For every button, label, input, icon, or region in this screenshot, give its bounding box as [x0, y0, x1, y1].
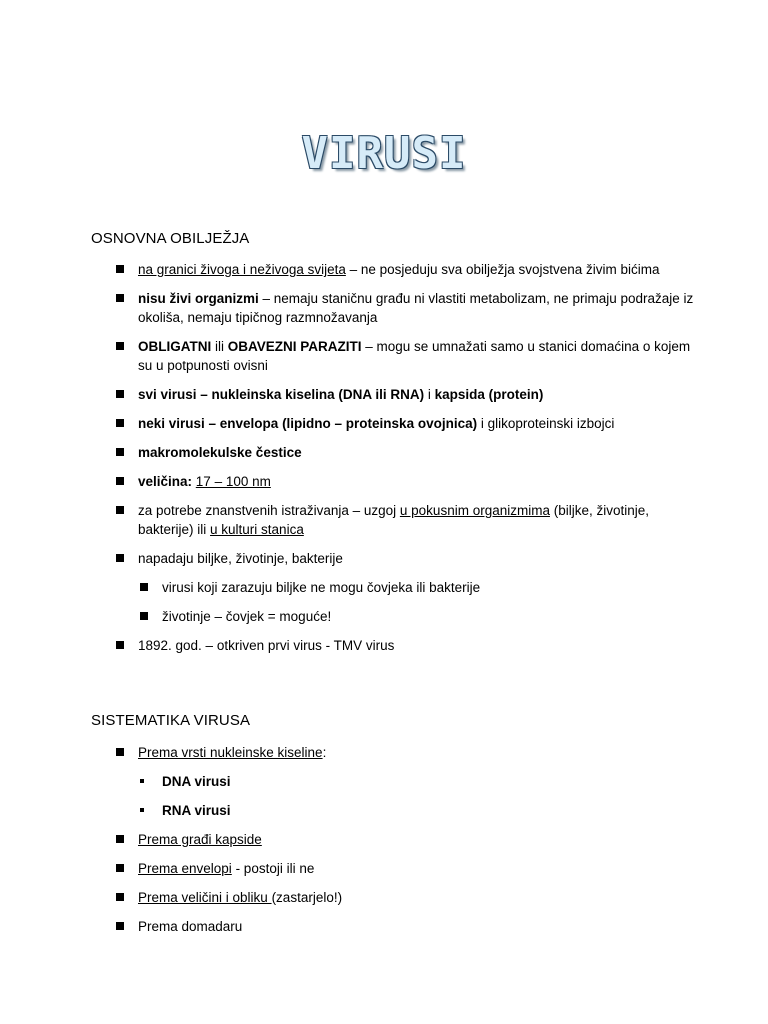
- square-bullet-icon: [140, 612, 148, 620]
- list-item: neki virusi – envelopa (lipidno – proteinska ovojnica) i glikoproteinski izbojci: [114, 414, 694, 433]
- square-bullet-icon: [116, 448, 124, 456]
- square-bullet-icon: [116, 419, 124, 427]
- square-bullet-icon: [116, 748, 124, 756]
- small-square-bullet-icon: [140, 779, 144, 783]
- list-item: Prema domadaru: [114, 917, 694, 936]
- list-item: Prema vrsti nukleinske kiseline: DNA virusi RNA virusi: [114, 743, 694, 820]
- square-bullet-icon: [116, 864, 124, 872]
- list-item: napadaju biljke, životinje, bakterije virusi koji zarazuju biljke ne mogu čovjeka ili bakterije životinje – čovjek = moguće!: [114, 549, 694, 626]
- list-item: 1892. god. – otkriven prvi virus - TMV virus: [114, 636, 694, 655]
- square-bullet-icon: [116, 922, 124, 930]
- list-item: na granici živoga i neživoga svijeta – ne posjeduju sva obilježja svojstvena živim bićima: [114, 260, 694, 279]
- sub-list: [138, 578, 694, 626]
- sistematika-virusa-list: [114, 743, 694, 936]
- square-bullet-icon: [140, 583, 148, 591]
- square-bullet-icon: [116, 477, 124, 485]
- square-bullet-icon: [116, 506, 124, 514]
- square-bullet-icon: [116, 641, 124, 649]
- list-item: veličina: 17 – 100 nm: [114, 472, 694, 491]
- square-bullet-icon: [116, 893, 124, 901]
- list-item: nisu živi organizmi – nemaju staničnu građu ni vlastiti metabolizam, ne primaju podražaje iz okoliša, nemaju tipičnog razmnožavanja: [114, 289, 694, 327]
- list-item: makromolekulske čestice: [114, 443, 694, 462]
- square-bullet-icon: [116, 554, 124, 562]
- sub-list-item: DNA virusi: [138, 772, 694, 791]
- sub-list-item: virusi koji zarazuju biljke ne mogu čovjeka ili bakterije: [138, 578, 694, 597]
- small-square-bullet-icon: [140, 808, 144, 812]
- sub-list-item: životinje – čovjek = moguće!: [138, 607, 694, 626]
- list-item: Prema envelopi - postoji ili ne: [114, 859, 694, 878]
- list-item: za potrebe znanstvenih istraživanja – uzgoj u pokusnim organizmima (biljke, životinje, bakterije) ili u kulturi stanica: [114, 501, 694, 539]
- square-bullet-icon: [116, 835, 124, 843]
- square-bullet-icon: [116, 342, 124, 350]
- section-heading-osnovna-obiljezja: OSNOVNA OBILJEŽJA: [91, 230, 250, 247]
- square-bullet-icon: [116, 294, 124, 302]
- list-item: Prema veličini i obliku (zastarjelo!): [114, 888, 694, 907]
- sub-list-item: RNA virusi: [138, 801, 694, 820]
- section-heading-sistematika-virusa: SISTEMATIKA VIRUSA: [91, 712, 251, 729]
- page-title: VIRUSI: [301, 128, 467, 179]
- square-bullet-icon: [116, 390, 124, 398]
- square-bullet-icon: [116, 265, 124, 273]
- osnovna-obiljezja-list: [114, 260, 694, 655]
- list-item: OBLIGATNI ili OBAVEZNI PARAZITI – mogu se umnažati samo u stanici domaćina o kojem su u potpunosti ovisni: [114, 337, 694, 375]
- sub-list: [138, 772, 694, 820]
- list-item: svi virusi – nukleinska kiselina (DNA ili RNA) i kapsida (protein): [114, 385, 694, 404]
- list-item: Prema građi kapside: [114, 830, 694, 849]
